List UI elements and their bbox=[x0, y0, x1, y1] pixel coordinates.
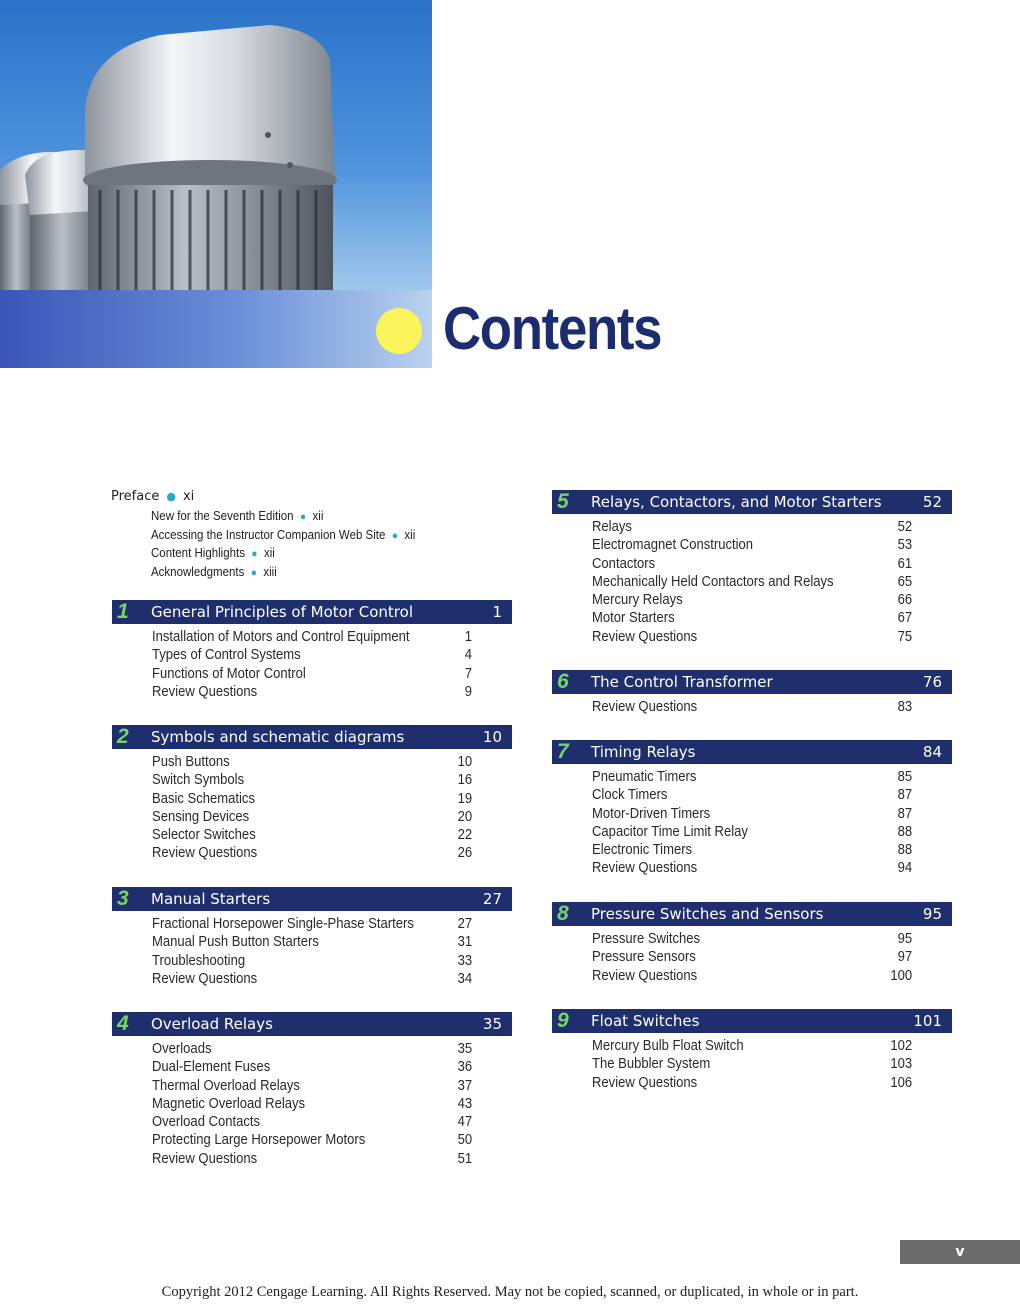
toc-entry-title: Protecting Large Horsepower Motors bbox=[152, 1132, 366, 1149]
toc-entry-title: Magnetic Overload Relays bbox=[152, 1095, 306, 1112]
toc-entry-title: Installation of Motors and Control Equipment bbox=[152, 629, 410, 645]
chapter-title: Overload Relays bbox=[151, 1015, 273, 1033]
preface-subentry-page: xiii bbox=[263, 564, 277, 579]
toc-entry[interactable] bbox=[112, 646, 512, 664]
toc-entry[interactable] bbox=[552, 1074, 952, 1092]
chapter-items bbox=[112, 628, 512, 701]
toc-entry[interactable] bbox=[552, 967, 952, 985]
toc-entry[interactable] bbox=[112, 628, 512, 646]
toc-entry[interactable] bbox=[112, 1150, 512, 1168]
chapter-page: 35 bbox=[482, 1015, 502, 1033]
toc-entry-title: Pneumatic Timers bbox=[592, 769, 697, 785]
toc-entry-page: 43 bbox=[457, 1095, 472, 1112]
preface-subentry[interactable] bbox=[151, 563, 415, 582]
chapter-number: 2 bbox=[117, 725, 129, 748]
chapter-header[interactable] bbox=[552, 740, 952, 764]
toc-entry[interactable] bbox=[112, 933, 512, 951]
bullet-icon: ● bbox=[251, 548, 258, 560]
toc-entry[interactable] bbox=[112, 683, 512, 701]
toc-entry[interactable] bbox=[552, 555, 952, 573]
chapter-block bbox=[552, 902, 952, 985]
toc-entry[interactable] bbox=[112, 1113, 512, 1131]
chapter-title: General Principles of Motor Control bbox=[151, 603, 413, 621]
toc-entry-page: 22 bbox=[457, 827, 472, 844]
toc-entry[interactable] bbox=[552, 768, 952, 786]
preface-block bbox=[111, 487, 438, 581]
chapter-number: 1 bbox=[117, 600, 129, 623]
chapter-header[interactable] bbox=[112, 887, 512, 911]
toc-entry-page: 106 bbox=[890, 1074, 912, 1091]
bullet-icon: ● bbox=[391, 529, 398, 542]
toc-entry-page: 103 bbox=[890, 1056, 912, 1073]
toc-entry[interactable] bbox=[552, 805, 952, 823]
toc-entry[interactable] bbox=[552, 518, 952, 536]
toc-entry-page: 50 bbox=[457, 1132, 472, 1149]
chapter-title: The Control Transformer bbox=[591, 673, 773, 691]
toc-entry[interactable] bbox=[552, 698, 952, 716]
chapter-block bbox=[552, 1009, 952, 1092]
toc-entry-page: 7 bbox=[464, 665, 472, 682]
toc-entry[interactable] bbox=[112, 1095, 512, 1113]
chapter-title: Float Switches bbox=[591, 1012, 700, 1030]
toc-entry[interactable] bbox=[552, 930, 952, 948]
toc-entry-page: 97 bbox=[897, 949, 912, 966]
toc-entry-page: 65 bbox=[897, 573, 912, 590]
chapter-header[interactable] bbox=[552, 902, 952, 926]
toc-entry-page: 1 bbox=[464, 629, 472, 645]
toc-entry-title: Overload Contacts bbox=[152, 1114, 261, 1131]
toc-entry-page: 100 bbox=[890, 967, 912, 984]
preface-subentry-title: Content Highlights bbox=[151, 546, 245, 560]
chapter-page: 52 bbox=[922, 493, 942, 511]
chapter-block bbox=[552, 490, 952, 646]
toc-entry[interactable] bbox=[552, 591, 952, 609]
chapter-title: Pressure Switches and Sensors bbox=[591, 905, 824, 923]
toc-entry-title: Overloads bbox=[152, 1041, 212, 1057]
toc-entry-page: 75 bbox=[897, 628, 912, 645]
toc-entry-title: Selector Switches bbox=[152, 827, 256, 844]
toc-entry-page: 27 bbox=[457, 916, 472, 932]
chapter-items bbox=[552, 698, 952, 716]
toc-entry[interactable] bbox=[112, 753, 512, 771]
toc-entry-page: 85 bbox=[897, 769, 912, 785]
page-number: v bbox=[900, 1240, 1020, 1264]
toc-entry-title: Review Questions bbox=[152, 1150, 258, 1167]
toc-entry[interactable] bbox=[112, 1040, 512, 1058]
toc-entry-page: 88 bbox=[897, 823, 912, 840]
motor-illustration bbox=[0, 0, 432, 290]
toc-entry-title: Basic Schematics bbox=[152, 790, 255, 807]
preface-subentry-page: xii bbox=[312, 509, 324, 523]
preface-subentry[interactable] bbox=[151, 507, 415, 526]
toc-entry-title: Functions of Motor Control bbox=[152, 665, 306, 682]
chapter-page: 95 bbox=[922, 905, 942, 923]
toc-entry-title: Review Questions bbox=[152, 970, 258, 987]
toc-entry-title: Dual-Element Fuses bbox=[152, 1059, 271, 1076]
toc-entry-title: Contactors bbox=[592, 555, 656, 572]
toc-entry-page: 19 bbox=[457, 790, 472, 807]
chapter-items bbox=[112, 915, 512, 988]
preface-page: xi bbox=[182, 489, 195, 504]
toc-entry[interactable] bbox=[112, 1077, 512, 1095]
toc-entry[interactable] bbox=[112, 915, 512, 933]
preface-subentry-title: New for the Seventh Edition bbox=[151, 509, 294, 523]
toc-entry-page: 33 bbox=[457, 952, 472, 969]
toc-entry[interactable] bbox=[112, 970, 512, 988]
toc-entry[interactable] bbox=[552, 859, 952, 877]
toc-entry[interactable] bbox=[112, 771, 512, 789]
chapter-items bbox=[112, 753, 512, 863]
chapter-title: Timing Relays bbox=[591, 743, 696, 761]
chapter-header[interactable] bbox=[112, 600, 512, 624]
preface-subentry-title: Acknowledgments bbox=[151, 564, 245, 579]
toc-entry-page: 102 bbox=[890, 1038, 912, 1054]
toc-entry-title: Types of Control Systems bbox=[152, 647, 301, 664]
toc-entry-title: Fractional Horsepower Single-Phase Starters bbox=[152, 916, 414, 932]
toc-entry-title: Sensing Devices bbox=[152, 808, 250, 825]
toc-entry-page: 67 bbox=[897, 610, 912, 627]
title-dot bbox=[376, 308, 422, 354]
toc-entry-page: 9 bbox=[464, 683, 472, 700]
chapter-title: Relays, Contactors, and Motor Starters bbox=[591, 493, 882, 511]
bullet-icon: ● bbox=[250, 566, 257, 579]
chapter-items bbox=[552, 930, 952, 985]
toc-entry-title: Capacitor Time Limit Relay bbox=[592, 823, 748, 840]
toc-entry[interactable] bbox=[552, 1037, 952, 1055]
chapter-block bbox=[552, 670, 952, 716]
chapter-header[interactable] bbox=[112, 1012, 512, 1036]
toc-entry-title: Manual Push Button Starters bbox=[152, 934, 319, 951]
toc-entry-title: The Bubbler System bbox=[592, 1056, 711, 1073]
chapter-number: 3 bbox=[117, 887, 129, 910]
toc-entry-page: 10 bbox=[457, 754, 472, 770]
chapter-items bbox=[552, 518, 952, 646]
toc-entry[interactable] bbox=[112, 665, 512, 683]
toc-entry-title: Pressure Sensors bbox=[592, 949, 696, 966]
toc-entry[interactable] bbox=[112, 790, 512, 808]
toc-entry-page: 26 bbox=[457, 845, 472, 862]
chapter-number: 9 bbox=[557, 1009, 569, 1032]
toc-entry-title: Motor Starters bbox=[592, 610, 675, 627]
chapter-header[interactable] bbox=[112, 725, 512, 749]
toc-entry-title: Push Buttons bbox=[152, 754, 230, 770]
toc-entry[interactable] bbox=[552, 609, 952, 627]
toc-entry[interactable] bbox=[112, 952, 512, 970]
chapter-items bbox=[552, 768, 952, 878]
toc-entry-title: Review Questions bbox=[592, 699, 698, 715]
preface-entry[interactable] bbox=[111, 487, 438, 507]
toc-entry[interactable] bbox=[552, 536, 952, 554]
chapter-page: 76 bbox=[922, 673, 942, 691]
chapter-page: 1 bbox=[492, 603, 502, 621]
chapter-title: Manual Starters bbox=[151, 890, 271, 908]
toc-entry[interactable] bbox=[552, 841, 952, 859]
toc-entry[interactable] bbox=[112, 1131, 512, 1149]
toc-entry-page: 83 bbox=[897, 699, 912, 715]
chapter-number: 5 bbox=[557, 490, 569, 513]
toc-entry-page: 95 bbox=[897, 931, 912, 947]
page-title: Contents bbox=[443, 295, 662, 362]
toc-entry[interactable] bbox=[112, 808, 512, 826]
bullet-icon: ● bbox=[299, 511, 307, 523]
toc-entry[interactable] bbox=[112, 1058, 512, 1076]
toc-entry-page: 51 bbox=[457, 1150, 472, 1167]
toc-entry-title: Electromagnet Construction bbox=[592, 537, 754, 554]
toc-entry-page: 36 bbox=[457, 1059, 472, 1076]
chapter-items bbox=[552, 1037, 952, 1092]
chapter-page: 27 bbox=[482, 890, 502, 908]
toc-entry-title: Troubleshooting bbox=[152, 952, 246, 969]
preface-subentry[interactable] bbox=[151, 544, 415, 563]
toc-entry-title: Review Questions bbox=[592, 1074, 698, 1091]
toc-entry-title: Clock Timers bbox=[592, 787, 668, 804]
toc-entry-title: Mercury Bulb Float Switch bbox=[592, 1038, 744, 1054]
toc-entry-page: 31 bbox=[457, 934, 472, 951]
toc-entry-page: 16 bbox=[457, 772, 472, 789]
chapter-block bbox=[112, 1012, 512, 1168]
toc-entry-page: 87 bbox=[897, 787, 912, 804]
chapter-block bbox=[112, 725, 512, 863]
toc-entry-page: 66 bbox=[897, 592, 912, 609]
toc-entry-page: 88 bbox=[897, 842, 912, 859]
toc-entry-title: Pressure Switches bbox=[592, 931, 701, 947]
chapter-number: 7 bbox=[557, 740, 569, 763]
toc-entry[interactable] bbox=[552, 823, 952, 841]
toc-entry-title: Review Questions bbox=[152, 683, 258, 700]
toc-entry-page: 94 bbox=[897, 860, 912, 877]
toc-entry[interactable] bbox=[552, 1055, 952, 1073]
hero-band bbox=[0, 290, 432, 368]
chapter-page: 84 bbox=[922, 743, 942, 761]
toc-entry-title: Review Questions bbox=[592, 967, 698, 984]
chapter-number: 6 bbox=[557, 670, 569, 693]
toc-entry-title: Review Questions bbox=[592, 860, 698, 877]
toc-entry-title: Relays bbox=[592, 519, 632, 535]
toc-entry-title: Review Questions bbox=[152, 845, 258, 862]
chapter-items bbox=[112, 1040, 512, 1168]
chapter-number: 4 bbox=[117, 1012, 129, 1035]
preface-subentry-page: xii bbox=[404, 527, 416, 542]
toc-entry-title: Review Questions bbox=[592, 628, 698, 645]
toc-entry-title: Thermal Overload Relays bbox=[152, 1077, 300, 1094]
chapter-number: 8 bbox=[557, 902, 569, 925]
chapter-page: 101 bbox=[913, 1012, 942, 1030]
preface-subentry[interactable] bbox=[151, 526, 415, 545]
chapter-block bbox=[112, 887, 512, 988]
toc-entry[interactable] bbox=[552, 573, 952, 591]
toc-entry-title: Mercury Relays bbox=[592, 592, 683, 609]
toc-entry[interactable] bbox=[552, 628, 952, 646]
chapter-header[interactable] bbox=[552, 1009, 952, 1033]
toc-entry-page: 20 bbox=[457, 808, 472, 825]
toc-entry-page: 35 bbox=[457, 1041, 472, 1057]
preface-label: Preface bbox=[111, 489, 160, 504]
chapter-title: Symbols and schematic diagrams bbox=[151, 728, 405, 746]
toc-entry-title: Switch Symbols bbox=[152, 772, 245, 789]
chapter-header[interactable] bbox=[552, 670, 952, 694]
toc-entry-page: 47 bbox=[457, 1114, 472, 1131]
hero-motor-image bbox=[0, 0, 432, 368]
toc-entry[interactable] bbox=[112, 826, 512, 844]
toc-entry[interactable] bbox=[112, 844, 512, 862]
preface-subentry-page: xii bbox=[263, 546, 275, 560]
toc-entry-page: 52 bbox=[897, 519, 912, 535]
chapter-page: 10 bbox=[482, 728, 502, 746]
toc-entry-title: Motor-Driven Timers bbox=[592, 805, 711, 822]
toc-entry-page: 87 bbox=[897, 805, 912, 822]
toc-entry-title: Mechanically Held Contactors and Relays bbox=[592, 573, 834, 590]
chapter-block bbox=[552, 740, 952, 878]
toc-entry-page: 34 bbox=[457, 970, 472, 987]
toc-entry-page: 37 bbox=[457, 1077, 472, 1094]
toc-entry-title: Electronic Timers bbox=[592, 842, 693, 859]
preface-subentry-title: Accessing the Instructor Companion Web Site bbox=[151, 527, 386, 542]
toc-entry[interactable] bbox=[552, 948, 952, 966]
toc-entry-page: 4 bbox=[464, 647, 472, 664]
copyright-notice: Copyright 2012 Cengage Learning. All Rights Reserved. May not be copied, scanned, or duplicated, in whole or in part. bbox=[161, 1284, 859, 1300]
chapter-block bbox=[112, 600, 512, 701]
chapter-header[interactable] bbox=[552, 490, 952, 514]
toc-entry-page: 61 bbox=[897, 555, 912, 572]
toc-entry[interactable] bbox=[552, 786, 952, 804]
bullet-icon: ● bbox=[166, 490, 176, 503]
toc-entry-page: 53 bbox=[897, 537, 912, 554]
